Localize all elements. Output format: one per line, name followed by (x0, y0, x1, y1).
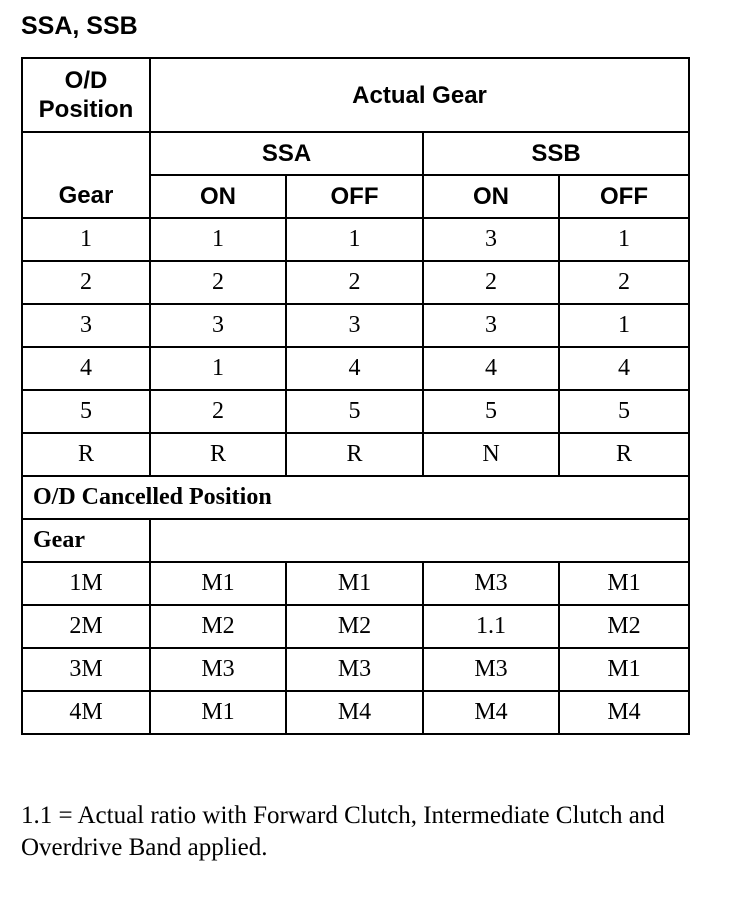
od-row (22, 304, 689, 347)
ssb-on-cell: 3 (423, 304, 559, 347)
ssa-off-header: OFF (286, 175, 423, 218)
gear-table (21, 57, 690, 735)
ssa-off-cell: 1 (286, 218, 423, 261)
ssb-on-cell: 3 (423, 218, 559, 261)
ssa-off-cell: M2 (286, 605, 423, 648)
header-row-2 (22, 132, 689, 175)
ssb-off-cell: M4 (559, 691, 689, 734)
ssb-on-cell: 2 (423, 261, 559, 304)
ssb-on-cell: M3 (423, 562, 559, 605)
ssb-on-cell: M4 (423, 691, 559, 734)
ssa-off-cell: 2 (286, 261, 423, 304)
cancelled-row (22, 605, 689, 648)
ssb-header: SSB (423, 132, 689, 175)
ssa-on-cell: M3 (150, 648, 286, 691)
ssb-off-cell: 4 (559, 347, 689, 390)
ssb-off-cell: 1 (559, 218, 689, 261)
gear-cell: 2 (22, 261, 150, 304)
ssa-off-cell: 3 (286, 304, 423, 347)
cancelled-row (22, 648, 689, 691)
ssb-on-header: ON (423, 175, 559, 218)
od-cancelled-label: O/D Cancelled Position (22, 476, 689, 519)
blank-header-cell (150, 519, 689, 562)
gear-cell: R (22, 433, 150, 476)
ssa-on-cell: 2 (150, 261, 286, 304)
gear-cell: 4M (22, 691, 150, 734)
gear-cell: 5 (22, 390, 150, 433)
od-row (22, 347, 689, 390)
ssa-on-header: ON (150, 175, 286, 218)
cancelled-gear-label: Gear (22, 519, 150, 562)
ssb-on-cell: 1.1 (423, 605, 559, 648)
ssb-on-cell: 4 (423, 347, 559, 390)
ssa-on-cell: R (150, 433, 286, 476)
gear-cell: 3 (22, 304, 150, 347)
ssb-off-header: OFF (559, 175, 689, 218)
gear-cell: 1M (22, 562, 150, 605)
cancelled-section-row (22, 476, 689, 519)
ssa-header: SSA (150, 132, 423, 175)
od-row (22, 261, 689, 304)
ssa-on-cell: 1 (150, 218, 286, 261)
gear-cell: 2M (22, 605, 150, 648)
ssa-off-cell: M1 (286, 562, 423, 605)
ssa-on-cell: 2 (150, 390, 286, 433)
ssb-off-cell: M1 (559, 562, 689, 605)
ssa-on-cell: 3 (150, 304, 286, 347)
ssb-off-cell: 5 (559, 390, 689, 433)
cancelled-row (22, 562, 689, 605)
gear-cell: 4 (22, 347, 150, 390)
ssb-off-cell: 1 (559, 304, 689, 347)
ssb-off-cell: 2 (559, 261, 689, 304)
ssa-on-cell: M1 (150, 562, 286, 605)
od-position-header: O/D Position (22, 58, 150, 132)
footnote: 1.1 = Actual ratio with Forward Clutch, Intermediate Clutch and Overdrive Band applied. (21, 802, 665, 861)
ssa-on-cell: 1 (150, 347, 286, 390)
actual-gear-header: Actual Gear (150, 58, 689, 132)
od-row (22, 433, 689, 476)
cancelled-gear-header-row (22, 519, 689, 562)
ssb-on-cell: M3 (423, 648, 559, 691)
ssb-off-cell: M2 (559, 605, 689, 648)
ssa-on-cell: M1 (150, 691, 286, 734)
od-row (22, 390, 689, 433)
ssb-off-cell: R (559, 433, 689, 476)
gear-column-header: Gear (22, 132, 150, 218)
header-row-1 (22, 58, 689, 132)
od-row (22, 218, 689, 261)
ssa-off-cell: M4 (286, 691, 423, 734)
ssa-off-cell: R (286, 433, 423, 476)
ssb-off-cell: M1 (559, 648, 689, 691)
ssb-on-cell: N (423, 433, 559, 476)
document-title: SSA, SSB (21, 12, 138, 40)
gear-cell: 3M (22, 648, 150, 691)
cancelled-row (22, 691, 689, 734)
ssb-on-cell: 5 (423, 390, 559, 433)
gear-cell: 1 (22, 218, 150, 261)
ssa-on-cell: M2 (150, 605, 286, 648)
ssa-off-cell: 5 (286, 390, 423, 433)
ssa-off-cell: M3 (286, 648, 423, 691)
ssa-off-cell: 4 (286, 347, 423, 390)
